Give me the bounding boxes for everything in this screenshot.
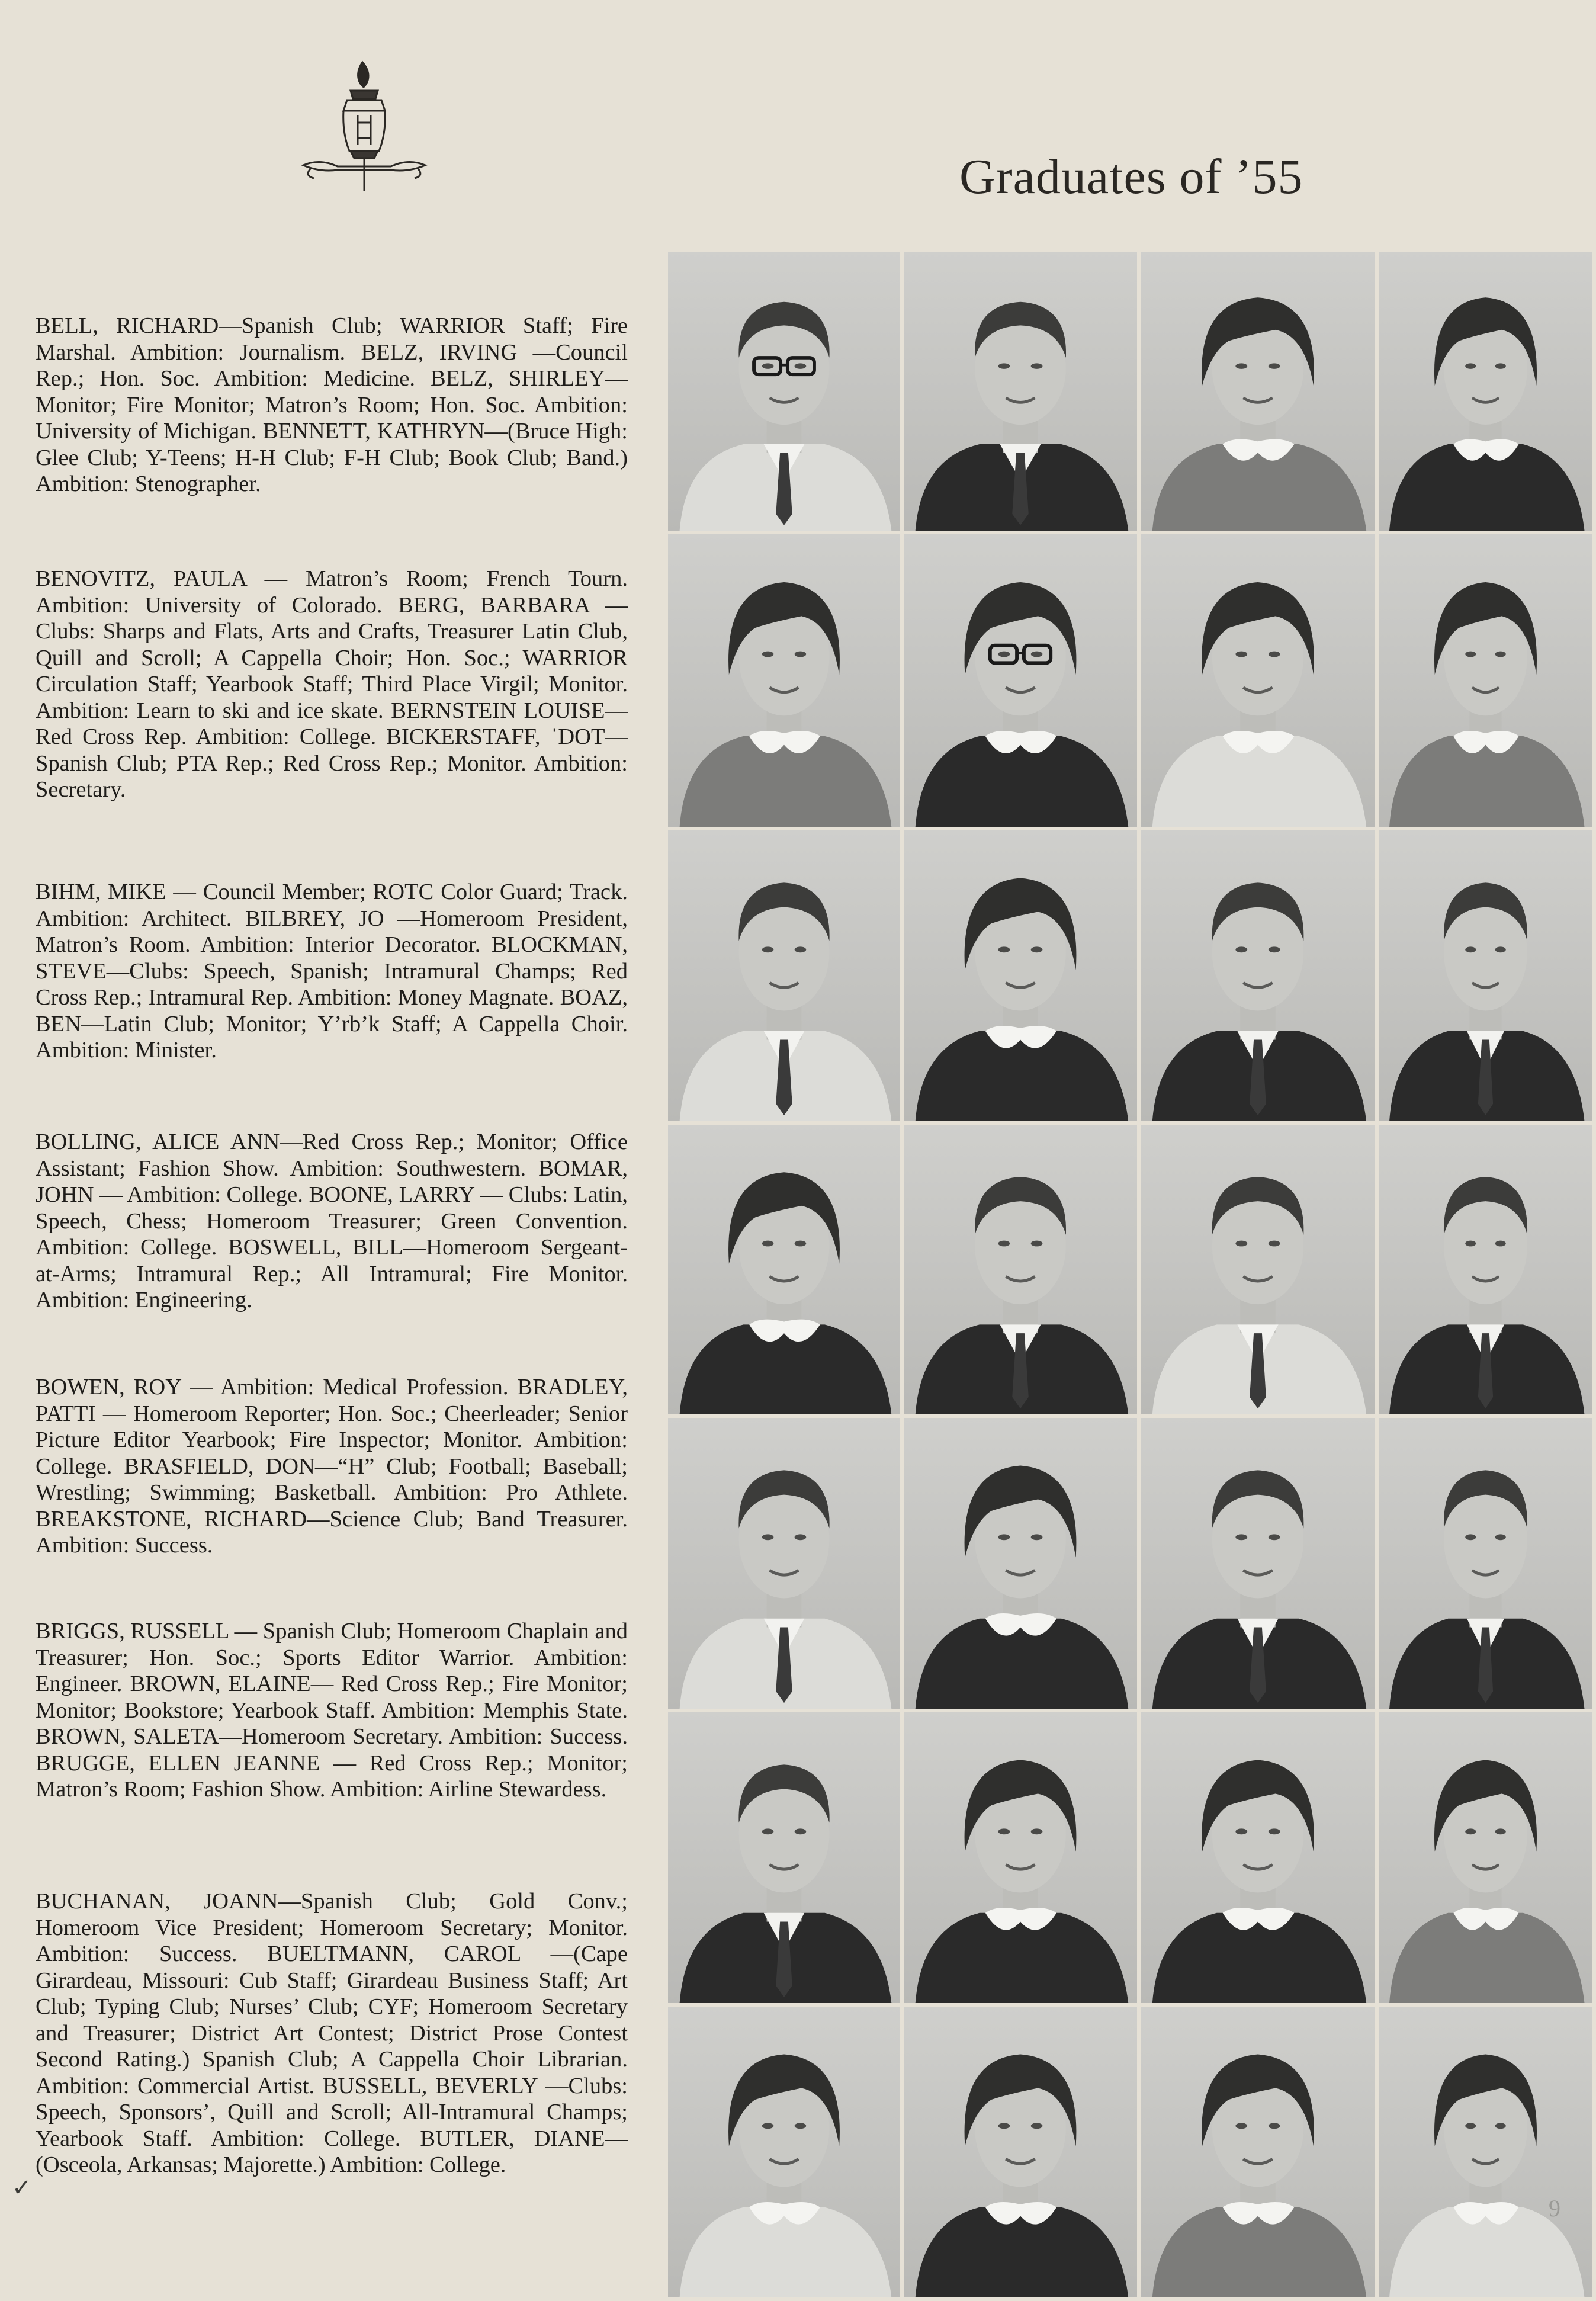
bio-paragraph: BRIGGS, RUSSELL — Spanish Club; Homeroom Chaplain and Treasurer; Hon. Soc.; Sports Editor Warrior. Ambition: Engineer. BROWN, ELAINE— Red Cross Rep.; Fire Monitor; Monitor; Bookstore; Yearbook Staff. Ambition: Memphis State. BROWN, SALETA—Homeroom Secretary. Ambition: Success. BRUGGE, ELLEN JEANNE — Red Cross Rep.; Monitor; Matron’s Room; Fashion Show. Ambition: Airline Stewardess. bbox=[36, 1619, 628, 1802]
bio-column bbox=[36, 313, 631, 2238]
student-portrait bbox=[904, 1125, 1141, 1418]
bio-paragraph: BOLLING, ALICE ANN—Red Cross Rep.; Monitor; Office Assistant; Fashion Show. Ambition: Southwestern. BOMAR, JOHN — Ambition: College. BOONE, LARRY — Clubs: Latin, Speech, Chess; Homeroom Treasurer; Green Convention. Ambition: College. BOSWELL, BILL—Homeroom Sergeant-at-Arms; Intramural Rep.; All Intramural; Fire Monitor. Ambition: Engineering. bbox=[36, 1129, 628, 1312]
student-portrait bbox=[668, 534, 904, 830]
page-title: Graduates of ’55 bbox=[959, 149, 1303, 204]
bio-paragraph: BUCHANAN, JOANN—Spanish Club; Gold Conv.; Homeroom Vice President; Homeroom Secretary; Monitor. Ambition: Success. BUELTMANN, CAROL —(Cape Girardeau, Missouri: Cub Staff; Girardeau Business Staff; Art Club; Typing Club; Nurses’ Club; CYF; Homeroom Secretary and Treasurer; District Art Contest; District Prose Contest Second Rating.) Spanish Club; A Cappella Choir Librarian. Ambition: Commercial Artist. BUSSELL, BEVERLY —Clubs: Speech, Sponsors’, Quill and Scroll; All-Intramural Champs; Yearbook Staff. Ambition: College. BUTLER, DIANE—(Osceola, Arkansas; Majorette.) Ambition: College. bbox=[36, 1889, 628, 2177]
bio-paragraph: BOWEN, ROY — Ambition: Medical Profession. BRADLEY, PATTI — Homeroom Reporter; Hon. Soc.; Cheerleader; Senior Picture Editor Yearbook; Fire Inspector; Monitor. Ambition: College. BRASFIELD, DON—“H” Club; Football; Baseball; Wrestling; Swimming; Basketball. Ambition: Pro Athlete. BREAKSTONE, RICHARD—Science Club; Band Treasurer. Ambition: Success. bbox=[36, 1375, 628, 1558]
student-portrait bbox=[668, 2007, 904, 2301]
student-portrait bbox=[668, 1125, 904, 1418]
student-portrait bbox=[904, 2007, 1141, 2301]
bio-paragraph: BIHM, MIKE — Council Member; ROTC Color Guard; Track. Ambition: Architect. BILBREY, JO —Homeroom President, Matron’s Room. Ambition: Interior Decorator. BLOCKMAN, STEVE—Clubs: Speech, Spanish; Intramural Champs; Red Cross Rep.; Intramural Rep. Ambition: Money Magnate. BOAZ, BEN—Latin Club; Monitor; Y’rb’k Staff; A Cappella Choir. Ambition: Minister. bbox=[36, 880, 628, 1063]
student-portrait bbox=[1141, 830, 1379, 1125]
student-portrait bbox=[668, 252, 904, 534]
student-portrait bbox=[668, 1418, 904, 1712]
student-portrait bbox=[668, 830, 904, 1125]
page-number: 9 bbox=[1549, 2195, 1560, 2222]
student-portrait bbox=[1379, 534, 1596, 830]
bio-paragraph: BELL, RICHARD—Spanish Club; WARRIOR Staff; Fire Marshal. Ambition: Journalism. BELZ, IRVING —Council Rep.; Hon. Soc. Ambition: Medicine. BELZ, SHIRLEY—Monitor; Fire Monitor; Matron’s Room; Hon. Soc. Ambition: University of Michigan. BENNETT, KATHRYN—(Bruce High: Glee Club; Y-Teens; H-H Club; F-H Club; Book Club; Band.) Ambition: Stenographer. bbox=[36, 313, 628, 496]
student-portrait bbox=[1379, 1712, 1596, 2007]
student-portrait bbox=[904, 1418, 1141, 1712]
student-portrait bbox=[1379, 2007, 1596, 2301]
student-portrait bbox=[1141, 2007, 1379, 2301]
student-portrait bbox=[1141, 1712, 1379, 2007]
student-portrait bbox=[1141, 1418, 1379, 1712]
student-portrait bbox=[1379, 252, 1596, 534]
bio-paragraph: BENOVITZ, PAULA — Matron’s Room; French Tourn. Ambition: University of Colorado. BERG, BARBARA — Clubs: Sharps and Flats, Arts and Crafts, Treasurer Latin Club, Quill and Scroll; A Cappella Choir; Hon. Soc.; WARRIOR Circulation Staff; Yearbook Staff; Third Place Virgil; Monitor. Ambition: Learn to ski and ice skate. BERNSTEIN LOUISE—Red Cross Rep. Ambition: College. BICKERSTAFF, ˈDOT—Spanish Club; PTA Rep.; Red Cross Rep.; Monitor. Ambition: Secretary. bbox=[36, 566, 628, 802]
student-portrait bbox=[904, 1712, 1141, 2007]
portrait-grid bbox=[668, 252, 1596, 2249]
student-portrait bbox=[1141, 1125, 1379, 1418]
student-portrait bbox=[904, 534, 1141, 830]
margin-mark-icon: ✓ bbox=[12, 2174, 32, 2201]
student-portrait bbox=[1379, 1125, 1596, 1418]
student-portrait bbox=[1379, 1418, 1596, 1712]
student-portrait bbox=[904, 252, 1141, 534]
student-portrait bbox=[904, 830, 1141, 1125]
torch-lamp-crest-icon bbox=[296, 56, 432, 198]
student-portrait bbox=[1379, 830, 1596, 1125]
student-portrait bbox=[1141, 534, 1379, 830]
student-portrait bbox=[1141, 252, 1379, 534]
student-portrait bbox=[668, 1712, 904, 2007]
